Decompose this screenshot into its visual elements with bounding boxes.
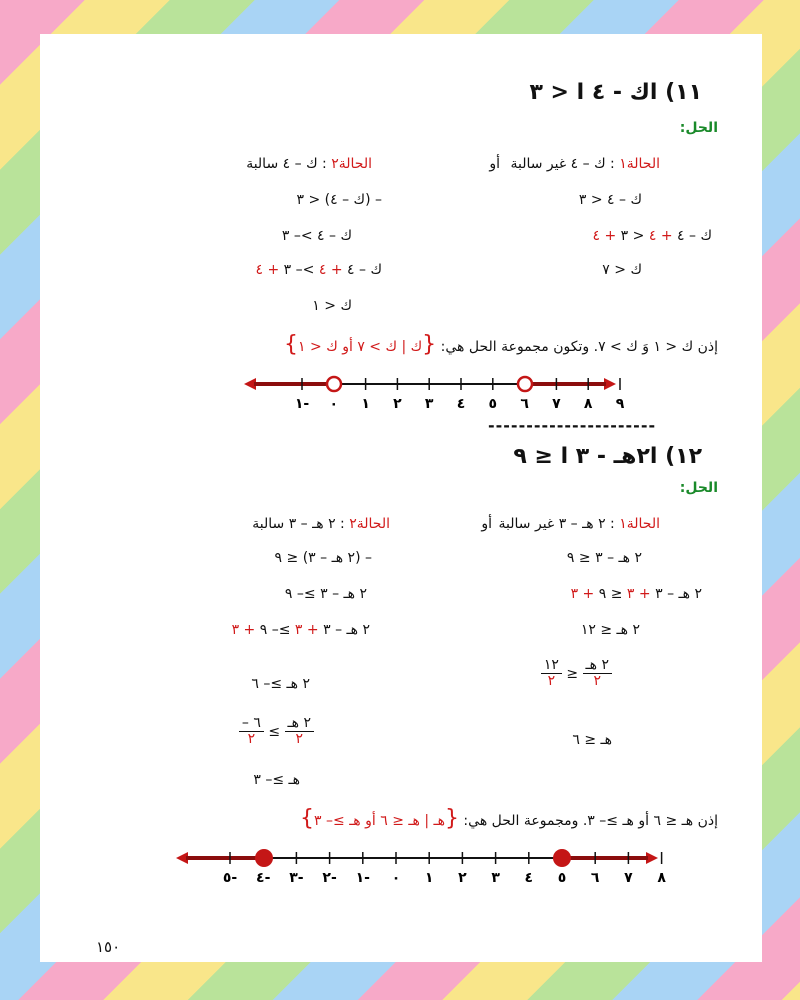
- frac-num: ٢ هـ: [285, 716, 314, 732]
- frac-den: ٢: [547, 673, 556, 690]
- c1-step1-11: ك – ٤ < ٣: [578, 192, 642, 208]
- step-part-red: + ٣: [570, 586, 595, 602]
- step-part-red: + ٤: [648, 228, 673, 244]
- case2-label: الحالة٢: [331, 156, 372, 172]
- case2-text: : ك – ٤ سالبة: [246, 156, 332, 172]
- fraction-right: [541, 658, 562, 690]
- frac-num: ٢ هـ: [583, 658, 612, 674]
- step-part: ٢ هـ – ٣: [318, 622, 370, 638]
- conclusion-12: [300, 806, 718, 831]
- tick-label: ٨: [657, 870, 666, 886]
- frac-num: ١٢: [541, 658, 562, 674]
- separator: ----------------------: [488, 416, 657, 435]
- tick-label: ٠: [329, 396, 339, 412]
- frac-den: ٢: [247, 731, 256, 748]
- step-part: ≤ ٩: [594, 586, 627, 602]
- conclusion-11: [284, 332, 718, 357]
- tick-label: ٣-: [289, 870, 304, 886]
- solution-set-11: ك | ك > ٧ أو ك < ١: [298, 339, 423, 355]
- tick-label: ٩: [615, 396, 625, 412]
- step-part-red: + ٤: [255, 262, 280, 278]
- tick-label: ٤: [524, 870, 534, 886]
- problem-12-title: ١٢) ا٢هـ - ٣ ا ≤ ٩: [513, 444, 702, 469]
- open-point-7: [518, 377, 532, 391]
- tick-label: ٣: [424, 396, 434, 412]
- or-label-12: أو: [481, 516, 492, 532]
- frac-den: ٢: [593, 673, 602, 690]
- c2-step3-12: [232, 622, 370, 638]
- step-part-red: + ٣: [294, 622, 319, 638]
- step-part: < ٣: [616, 228, 649, 244]
- case1-text: : ٢ هـ – ٣ غير سالبة: [498, 516, 620, 532]
- step-part: ك – ٤: [342, 262, 382, 278]
- frac-den: ٢: [295, 731, 304, 748]
- step-part-red: + ٣: [231, 622, 256, 638]
- solution-label-11: الحل:: [679, 120, 718, 136]
- case2-text: : ٢ هـ – ٣ سالبة: [252, 516, 350, 532]
- page-number: ١٥٠: [96, 938, 121, 956]
- conclusion-text: إذن هـ ≤ ٦ أو هـ ≥– ٣. ومجموعة الحل هي:: [458, 813, 718, 829]
- c2-step2-11: ك – ٤ >– ٣: [281, 228, 352, 244]
- number-line-11: [240, 368, 625, 418]
- step-part-red: + ٤: [318, 262, 343, 278]
- step-part-red: + ٤: [592, 228, 617, 244]
- step-part: ≥– ٩: [255, 622, 295, 638]
- tick-label: ١-: [294, 396, 310, 412]
- step-part: >– ٣: [279, 262, 319, 278]
- case1-text: : ك – ٤ غير سالبة: [510, 156, 620, 172]
- tick-label: ٧: [624, 870, 633, 886]
- tick-label: ٣: [491, 870, 500, 886]
- c1-step1-12: ٢ هـ – ٣ ≤ ٩: [566, 550, 642, 566]
- tick-label: ١: [424, 870, 434, 886]
- step-part-red: + ٣: [626, 586, 651, 602]
- le-symbol: ≤: [561, 665, 579, 682]
- c2-step1-12: – (٢ هـ – ٣) ≤ ٩: [274, 550, 372, 566]
- tick-label: ١-: [355, 870, 370, 886]
- problem-11-title: ١١) اك - ٤ ا < ٣: [529, 80, 702, 105]
- frac-num: ٦ –: [239, 716, 264, 732]
- set-brace-close: }: [284, 332, 299, 357]
- step-part: ك – ٤: [672, 228, 712, 244]
- solution-set-12: هـ | هـ ≤ ٦ أو هـ ≥– ٣: [314, 813, 445, 829]
- case2-header-11: [246, 156, 372, 172]
- tick-label: ٢: [393, 396, 402, 412]
- tick-label: ٥-: [222, 870, 238, 886]
- fraction-left: [583, 658, 612, 690]
- tick-label: ٨: [583, 396, 593, 412]
- case1-header-12: [499, 516, 660, 532]
- c2-step1-11: – (ك – ٤) < ٣: [296, 192, 382, 208]
- set-brace-open: {: [422, 332, 437, 357]
- tick-label: ١: [361, 396, 370, 412]
- ge-symbol: ≥: [263, 723, 281, 740]
- tick-label: ٤-: [256, 870, 271, 886]
- tick-label: ٥: [488, 396, 498, 412]
- fraction-left: [285, 716, 314, 748]
- c1-step5-12: هـ ≤ ٦: [572, 732, 612, 748]
- closed-point-minus3: [255, 849, 273, 867]
- case1-header-11: [510, 156, 660, 172]
- c2-step3-11: [256, 262, 383, 278]
- set-brace-open: {: [444, 806, 459, 831]
- conclusion-text: إذن ك < ١ وَ ك > ٧. وتكون مجموعة الحل هي:: [436, 339, 718, 355]
- solution-label-12: الحل:: [679, 480, 718, 496]
- case2-label: الحالة٢: [349, 516, 390, 532]
- c2-step2-12: ٢ هـ – ٣ ≥– ٩: [284, 586, 367, 602]
- c1-step2-11: [593, 228, 713, 244]
- number-line-12: [172, 844, 666, 894]
- c2-step4-12: ٢ هـ ≥– ٦: [251, 676, 310, 692]
- tick-label: ٦: [590, 870, 600, 886]
- set-brace-close: }: [300, 806, 315, 831]
- case1-label: الحالة١: [619, 516, 660, 532]
- c1-step4-12: [541, 658, 612, 690]
- c2-step6-12: هـ ≥– ٣: [253, 772, 300, 788]
- tick-label: ٦: [520, 396, 529, 412]
- case2-header-12: [252, 516, 390, 532]
- tick-label: ٤: [456, 396, 466, 412]
- tick-label: ٢: [458, 870, 467, 886]
- c2-step4-11: ك < ١: [312, 298, 352, 314]
- case1-label: الحالة١: [619, 156, 660, 172]
- tick-label: ٢-: [322, 870, 337, 886]
- open-point-1: [327, 377, 341, 391]
- page: [40, 34, 762, 962]
- tick-label: ٠: [391, 870, 401, 886]
- step-part: ٢ هـ – ٣: [650, 586, 702, 602]
- tick-label: ٧: [552, 396, 561, 412]
- tick-label: ٥: [557, 870, 567, 886]
- c1-step2-12: [571, 586, 702, 602]
- or-label-11: أو: [489, 156, 500, 172]
- c1-step3-12: ٢ هـ ≤ ١٢: [580, 622, 640, 638]
- c1-step3-11: ك < ٧: [602, 262, 642, 278]
- closed-point-6: [553, 849, 571, 867]
- fraction-right: [239, 716, 264, 748]
- c2-step5-12: [239, 716, 314, 748]
